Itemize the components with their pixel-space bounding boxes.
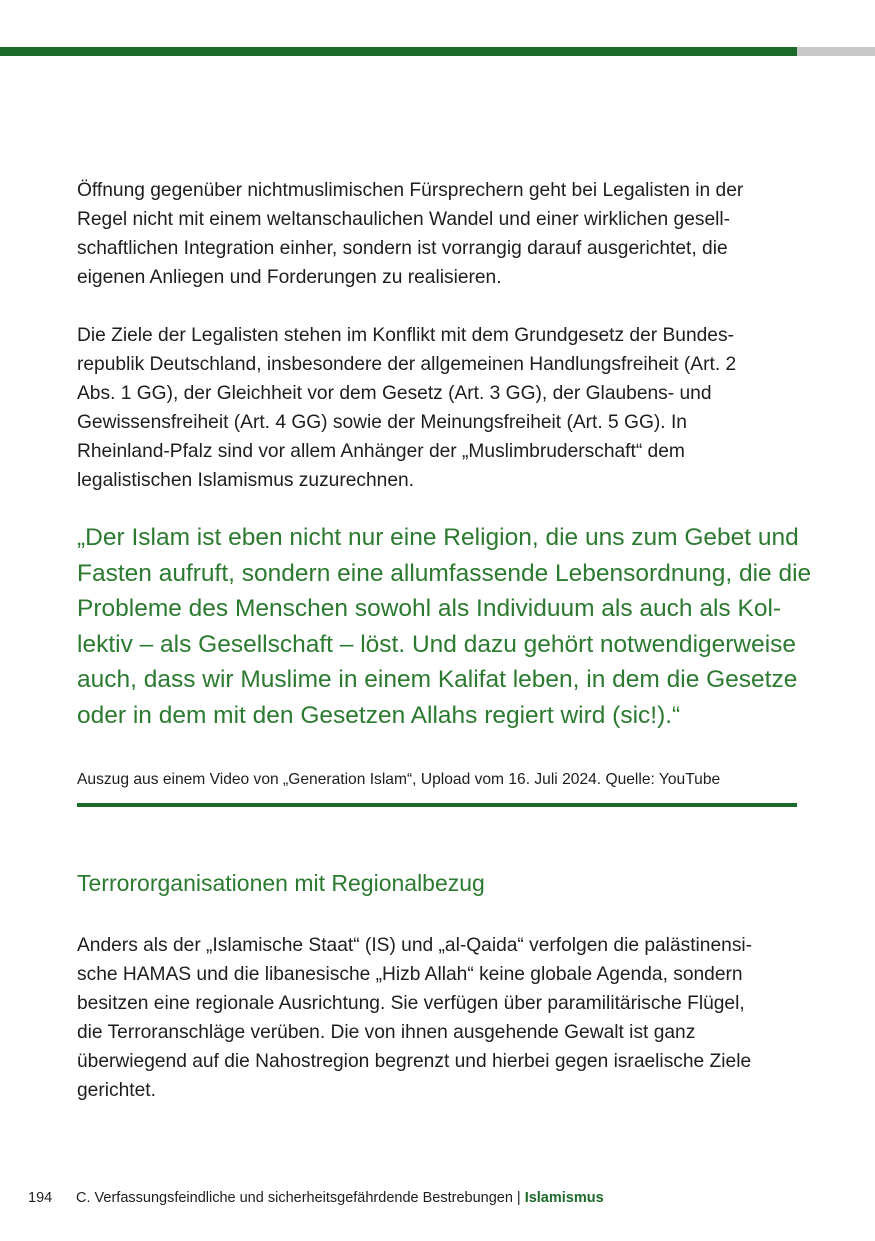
- text-line: Anders als der „Islamische Staat“ (IS) und „al-Qaida“ verfolgen die palästinensi-: [77, 935, 753, 956]
- text-line: überwiegend auf die Nahostregion begrenzt und hierbei gegen israelische Ziele: [77, 1051, 752, 1072]
- text-line: die Terroranschläge verüben. Die von ihnen ausgehende Gewalt ist ganz: [77, 1022, 696, 1043]
- pull-quote: [77, 520, 812, 733]
- page-footer: [28, 1190, 604, 1206]
- body-text: [77, 176, 797, 495]
- quote-line: Probleme des Menschen sowohl als Individuum als auch als Kol-: [77, 595, 782, 622]
- text-line: Die Ziele der Legalisten stehen im Konflikt mit dem Grundgesetz der Bundes-: [77, 325, 734, 346]
- text-line: besitzen eine regionale Ausrichtung. Sie verfügen über paramilitärische Flügel,: [77, 993, 745, 1014]
- text-line: eigenen Anliegen und Forderungen zu realisieren.: [77, 267, 502, 288]
- top-accent-bar-gray: [797, 47, 875, 56]
- text-line: Regel nicht mit einem weltanschaulichen Wandel und einer wirklichen gesell-: [77, 209, 731, 230]
- paragraph-3: [77, 931, 797, 1105]
- paragraph-1: [77, 176, 797, 292]
- text-line: republik Deutschland, insbesondere der allgemeinen Handlungsfreiheit (Art. 2: [77, 354, 737, 375]
- quote-line: lektiv – als Gesellschaft – löst. Und dazu gehört notwendigerweise: [77, 630, 797, 658]
- footer-section: Islamismus: [524, 1190, 604, 1206]
- text-line: schaftlichen Integration einher, sondern ist vorrangig darauf ausgerichtet, die: [77, 238, 728, 259]
- text-line: Gewissensfreiheit (Art. 4 GG) sowie der Meinungsfreiheit (Art. 5 GG). In: [77, 412, 687, 433]
- text-line: Abs. 1 GG), der Gleichheit vor dem Gesetz (Art. 3 GG), der Glaubens- und: [77, 383, 712, 404]
- quote-source-caption: Auszug aus einem Video von „Generation Islam“, Upload vom 16. Juli 2024. Quelle: YouTube: [77, 771, 721, 788]
- footer-separator: |: [516, 1190, 521, 1206]
- quote-line: Fasten aufruft, sondern eine allumfassende Lebensordnung, die die: [77, 559, 812, 587]
- text-line: Rheinland-Pfalz sind vor allem Anhänger der „Muslimbruderschaft“ dem: [77, 441, 685, 462]
- text-line: legalistischen Islamismus zuzurechnen.: [77, 470, 414, 491]
- text-line: sche HAMAS und die libanesische „Hizb Allah“ keine globale Agenda, sondern: [77, 964, 743, 985]
- text-line: gerichtet.: [77, 1080, 156, 1101]
- quote-line: auch, dass wir Muslime in einem Kalifat leben, in dem die Gesetze: [77, 666, 798, 693]
- quote-line: „Der Islam ist eben nicht nur eine Religion, die uns zum Gebet und: [77, 524, 799, 551]
- footer-chapter: C. Verfassungsfeindliche und sicherheitsgefährdende Bestrebungen: [76, 1190, 513, 1206]
- section-heading: Terrororganisationen mit Regionalbezug: [77, 870, 485, 896]
- top-accent-bar: [0, 47, 797, 56]
- quote-divider: [77, 803, 797, 807]
- paragraph-2: [77, 321, 797, 495]
- text-line: Öffnung gegenüber nichtmuslimischen Fürsprechern geht bei Legalisten in der: [77, 180, 744, 201]
- page-number: 194: [28, 1190, 53, 1206]
- quote-line: oder in dem mit den Gesetzen Allahs regiert wird (sic!).“: [77, 701, 681, 729]
